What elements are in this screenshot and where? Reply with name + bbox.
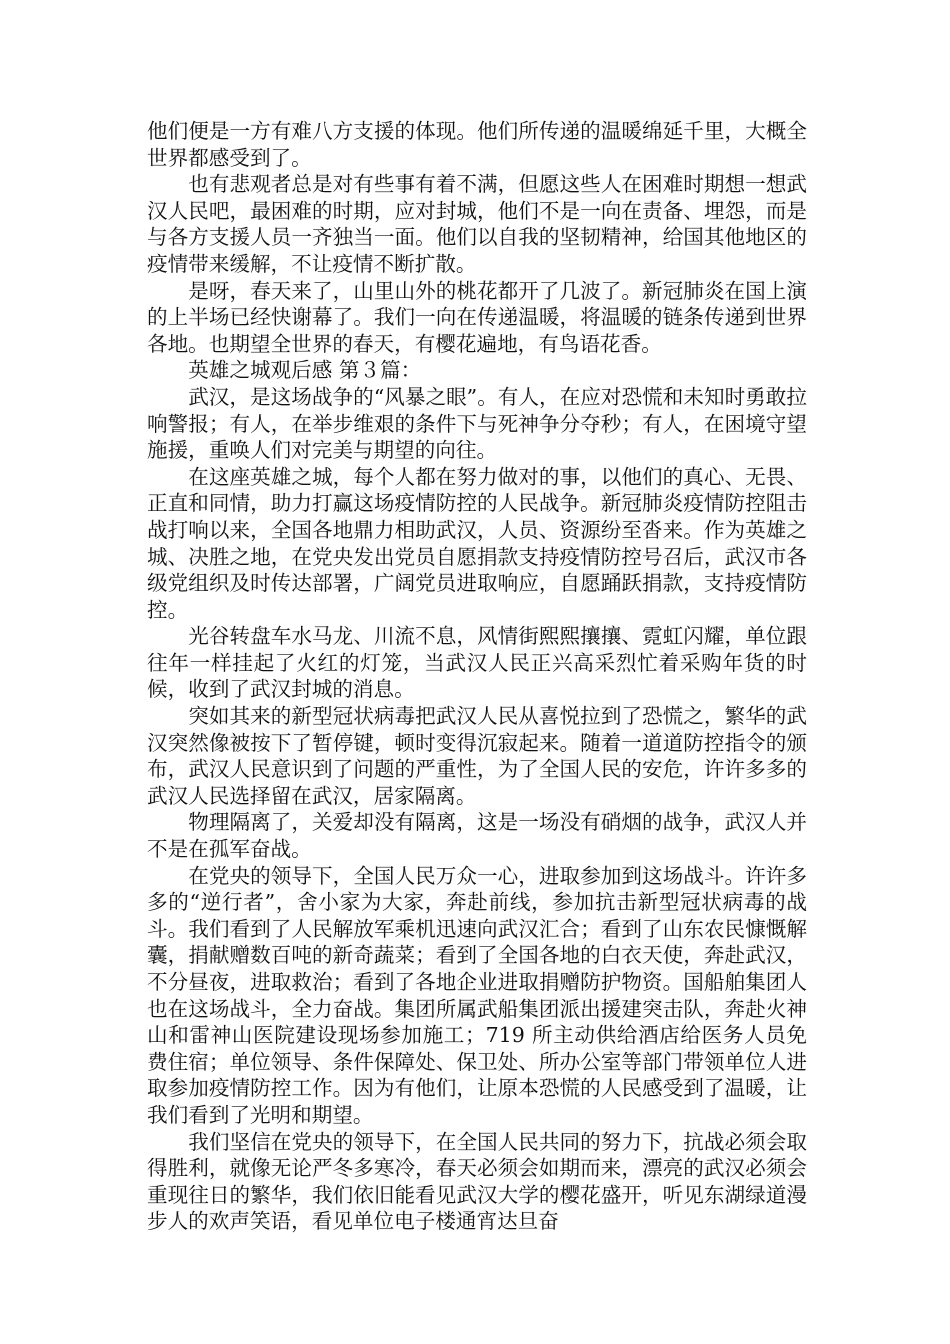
paragraph-nationwide-effort: 在党央的领导下，全国人民万众一心，进取参加到这场战斗。许许多多的“逆行者”，舍小家为大家，奔赴前线，参加抗击新型冠状病毒的战斗。我们看到了人民解放军乘机迅速向武汉汇合；看到了山东农民慷慨解囊，捐献赠数百吨的新奇蔬菜；看到了全国各地的白衣天使，奔赴武汉，不分昼夜，进取救治；看到了各地企业进取捐赠防护物资。国船舶集团人也在这场战斗，全力奋战。集团所属武船集团派出援建突击队，奔赴火神山和雷神山医院建设现场参加施工；719 所主动供给酒店给医务人员免费住宿；单位领导、条件保障处、保卫处、所办公室等部门带领单位人进取参加疫情防控工作。因为有他们，让原本恐慌的人民感受到了温暖，让我们看到了光明和期望。 — [147, 863, 807, 1127]
paragraph-pessimists: 也有悲观者总是对有些事有着不满，但愿这些人在困难时期想一想武汉人民吧，最困难的时期，应对封城，他们不是一向在责备、埋怨，而是与各方支援人员一齐独当一面。他们以自我的坚韧精神，给国其他地区的疫情带来缓解，不让疫情不断扩散。 — [147, 172, 807, 276]
document-page — [147, 118, 807, 1235]
paragraph-isolation: 物理隔离了，关爱却没有隔离，这是一场没有硝烟的战争，武汉人并不是在孤军奋战。 — [147, 810, 807, 862]
paragraph-spring: 是呀，春天来了，山里山外的桃花都开了几波了。新冠肺炎在国上演的上半场已经快谢幕了。我们一向在传递温暖，将温暖的链条传递到世界各地。也期望全世界的春天，有樱花遍地，有鸟语花香。 — [147, 278, 807, 356]
paragraph-continued-text: 他们便是一方有难八方支援的体现。他们所传递的温暖绵延千里，大概全世界都感受到了。 — [147, 119, 807, 170]
section-heading: 英雄之城观后感 第３篇： — [188, 358, 422, 383]
paragraph-optics-valley: 光谷转盘车水马龙、川流不息，风情街熙熙攘攘、霓虹闪耀，单位跟往年一样挂起了火红的灯笼，当武汉人民正兴高采烈忙着采购年货的时候，收到了武汉封城的消息。 — [147, 624, 807, 702]
paragraph-confidence: 我们坚信在党央的领导下，在全国人民共同的努力下，抗战必须会取得胜利，就像无论严冬多寒冷，春天必须会如期而来，漂亮的武汉必须会重现往日的繁华，我们依旧能看见武汉大学的樱花盛开，听见东湖绿道漫步人的欢声笑语，看见单位电子楼通宵达旦奋 — [147, 1129, 807, 1234]
paragraph-hero-city: 在这座英雄之城，每个人都在努力做对的事，以他们的真心、无畏、正直和同情，助力打赢这场疫情防控的人民战争。新冠肺炎疫情防控阻击战打响以来，全国各地鼎力相助武汉，人员、资源纷至沓来。作为英雄之城、决胜之地，在党央发出党员自愿捐款支持疫情防控号召后，武汉市各级党组织及时传达部署，广阔党员进取响应，自愿踊跃捐款，支持疫情防控。 — [147, 464, 807, 622]
paragraph-sudden-virus: 突如其来的新型冠状病毒把武汉人民从喜悦拉到了恐慌之，繁华的武汉突然像被按下了暂停键，顿时变得沉寂起来。随着一道道防控指令的颁布，武汉人民意识到了问题的严重性，为了全国人民的安危，许许多多的武汉人民选择留在武汉，居家隔离。 — [147, 704, 807, 808]
paragraph-eye-of-storm: 武汉，是这场战争的“风暴之眼”。有人，在应对恐慌和未知时勇敢拉响警报；有人，在举步维艰的条件下与死神争分夺秒；有人，在困境守望施援，重唤人们对完美与期望的向往。 — [147, 384, 807, 463]
